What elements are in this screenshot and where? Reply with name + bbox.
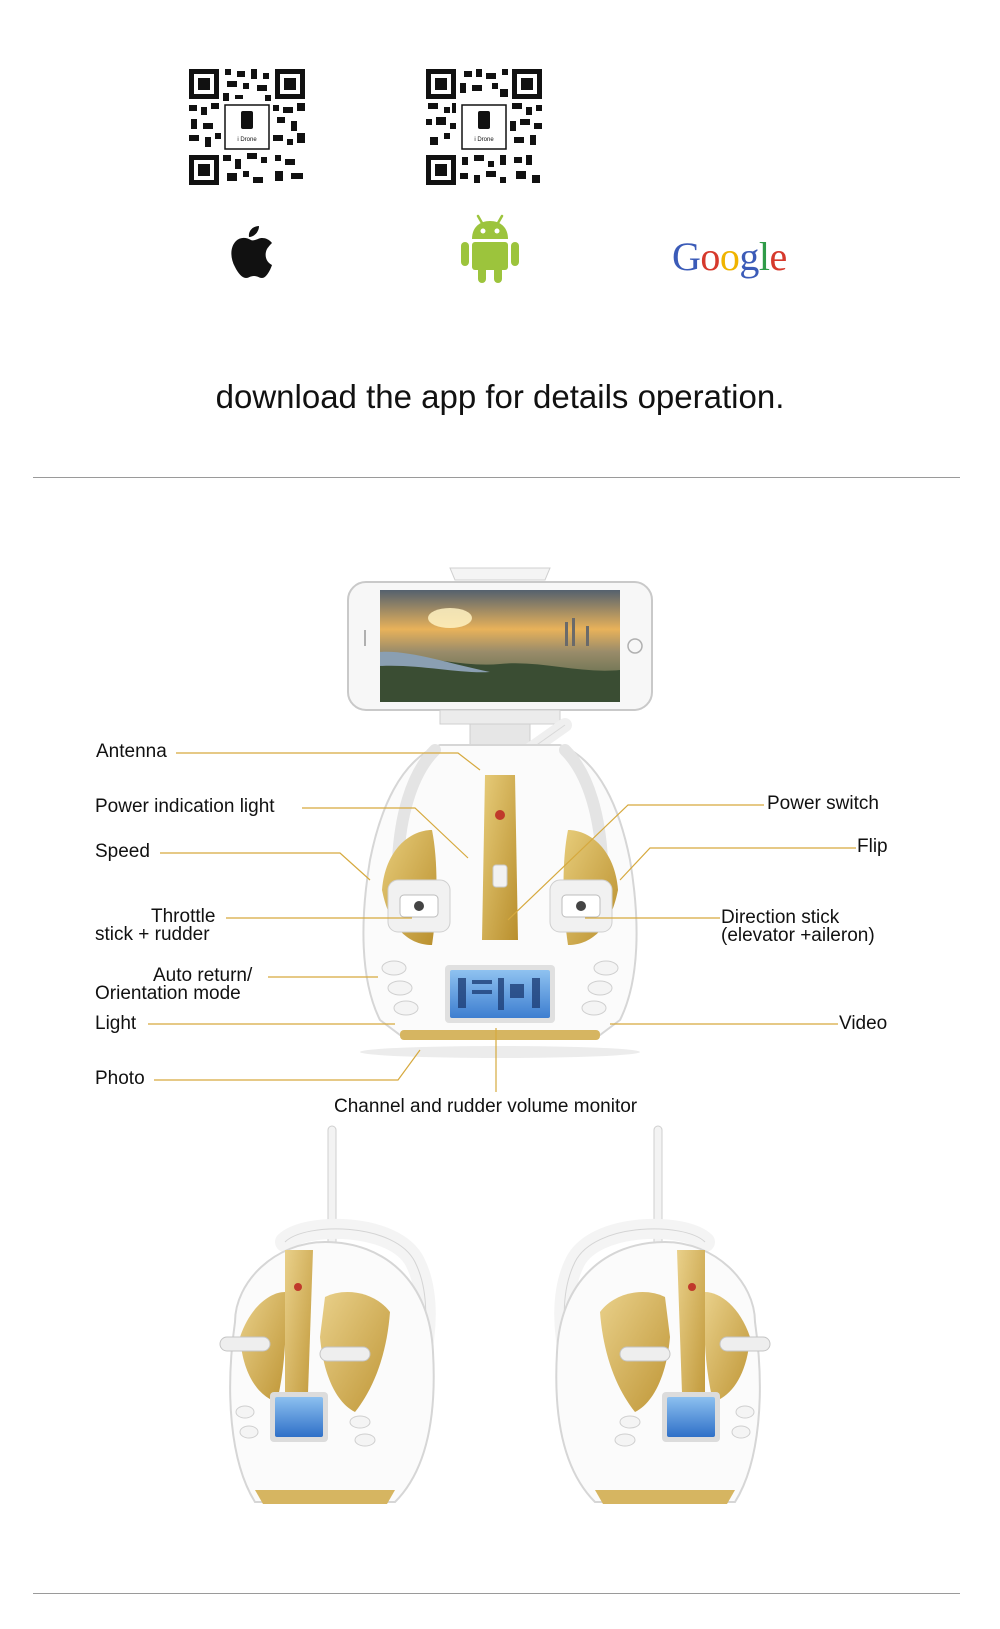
divider-bottom <box>33 1593 960 1594</box>
label-channel-monitor: Channel and rudder volume monitor <box>334 1096 638 1117</box>
label-auto-return-line2: Orientation mode <box>95 983 241 1004</box>
qr-brand-text: i Drone <box>237 137 257 143</box>
download-headline: download the app for details operation. <box>215 378 785 415</box>
callout-line-antenna <box>176 753 480 770</box>
callout-line-flip <box>620 848 856 880</box>
google-letter: o <box>719 234 740 279</box>
label-antenna: Antenna <box>96 741 167 762</box>
google-letter: e <box>769 234 787 279</box>
label-direction-line1: Direction stick <box>721 907 840 928</box>
google-letter: G <box>672 234 701 279</box>
label-speed: Speed <box>95 841 150 862</box>
google-letter: g <box>739 234 759 279</box>
controller-left-view-image <box>215 1122 465 1522</box>
label-photo: Photo <box>95 1068 145 1089</box>
label-throttle-line1: Throttle <box>151 906 216 927</box>
callout-line-power-light <box>302 808 468 858</box>
google-letter: o <box>700 234 720 279</box>
qr-brand-text: i Drone <box>474 137 494 143</box>
callout-line-speed <box>160 853 370 880</box>
label-flip: Flip <box>857 836 888 857</box>
label-throttle-line2: stick + rudder <box>95 924 210 945</box>
label-auto-return-line1: Auto return/ <box>153 965 253 986</box>
label-direction-line2: (elevator +aileron) <box>721 925 875 946</box>
google-letter: l <box>758 234 770 279</box>
callout-line-photo <box>154 1050 420 1080</box>
controller-right-view-image <box>525 1122 775 1522</box>
label-power-switch: Power switch <box>767 793 879 814</box>
label-video: Video <box>839 1013 888 1034</box>
label-light: Light <box>95 1013 137 1034</box>
label-power-indication-light: Power indication light <box>95 796 275 817</box>
